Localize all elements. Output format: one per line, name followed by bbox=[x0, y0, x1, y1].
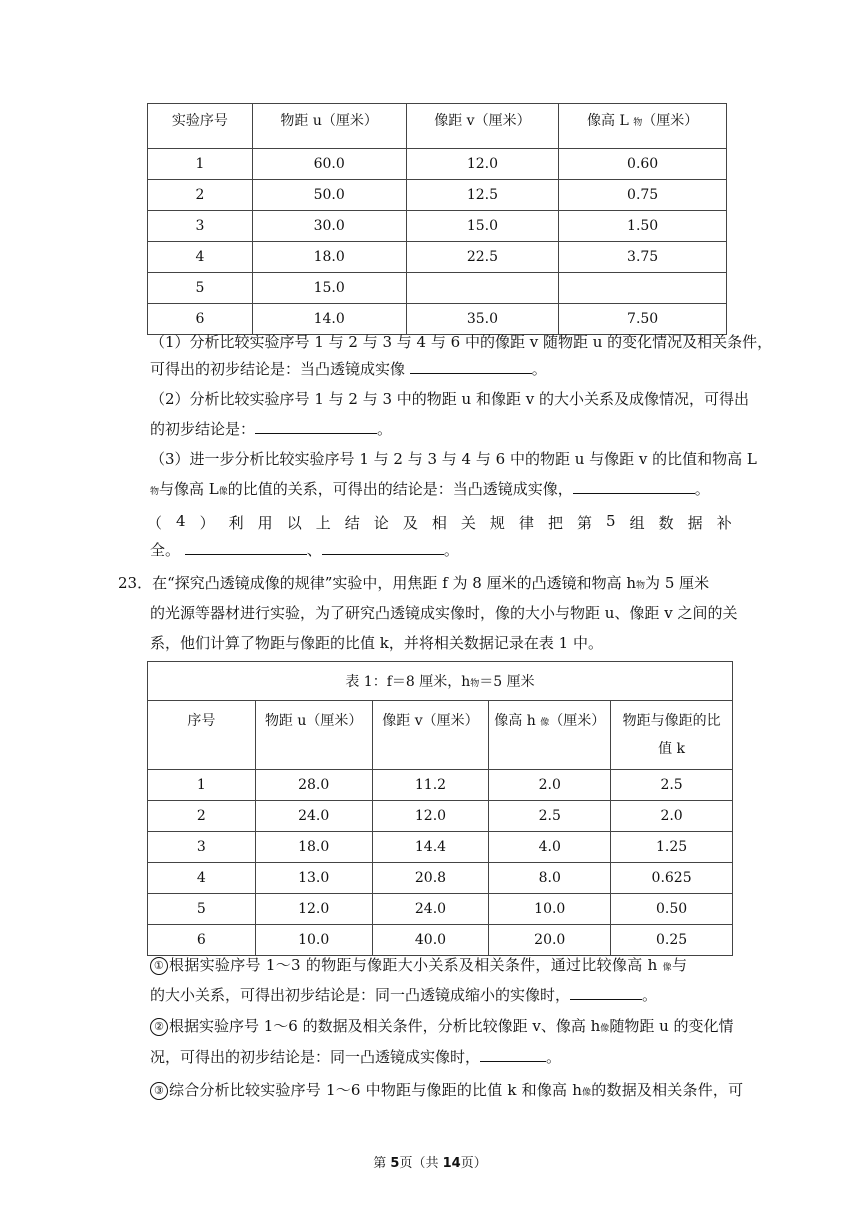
table-cell: 24.0 bbox=[372, 894, 489, 925]
blank-cell bbox=[406, 273, 559, 304]
table-caption-row bbox=[148, 662, 733, 701]
table-cell: 22.5 bbox=[406, 242, 559, 273]
table-cell: 15.0 bbox=[406, 211, 559, 242]
answer-blank[interactable] bbox=[480, 1047, 546, 1062]
table-cell: 10.0 bbox=[255, 925, 372, 956]
page-number: 5 bbox=[390, 1156, 400, 1171]
table-cell: 30.0 bbox=[252, 211, 406, 242]
table-cell: 4 bbox=[148, 863, 256, 894]
q22-part2-line1: （2）分析比较实验序号 1 与 2 与 3 中的物距 u 和像距 v 的大小关系及成像情况，可得出 bbox=[150, 390, 749, 408]
q22-part1-line1: （1）分析比较实验序号 1 与 2 与 3 与 4 与 6 中的像距 v 随物距 u 的变化情况及相关条件， bbox=[150, 333, 773, 351]
q23-part2-line2: 况，可得出的初步结论是：同一凸透镜成实像时， 。 bbox=[150, 1048, 562, 1066]
table-row bbox=[148, 242, 727, 273]
header-image-height: 像高 h 像（厘米） bbox=[489, 701, 611, 770]
table-cell: 14.0 bbox=[252, 304, 406, 335]
table-cell: 2.5 bbox=[611, 770, 733, 801]
table-cell: 4.0 bbox=[489, 832, 611, 863]
table-row bbox=[148, 211, 727, 242]
table-cell: 2.0 bbox=[489, 770, 611, 801]
table-header-row bbox=[148, 104, 727, 149]
header-object-distance: 物距 u（厘米） bbox=[252, 104, 406, 149]
table-caption: 表 1：f＝8 厘米，h物＝5 厘米 bbox=[148, 662, 733, 701]
answer-blank[interactable] bbox=[573, 479, 695, 494]
table-cell: 12.0 bbox=[255, 894, 372, 925]
table-cell: 28.0 bbox=[255, 770, 372, 801]
header-image-height: 像高 L 物（厘米） bbox=[559, 104, 727, 149]
circled-number-1: ① bbox=[150, 957, 168, 975]
q22-part4-line2: 全。 、 。 bbox=[150, 541, 459, 559]
header-image-distance: 像距 v（厘米） bbox=[406, 104, 559, 149]
table-row bbox=[148, 273, 727, 304]
table-cell: 14.4 bbox=[372, 832, 489, 863]
table-cell: 5 bbox=[148, 894, 256, 925]
circled-number-2: ② bbox=[150, 1018, 168, 1036]
table-cell: 7.50 bbox=[559, 304, 727, 335]
table-cell: 2.0 bbox=[611, 801, 733, 832]
table-cell: 1.50 bbox=[559, 211, 727, 242]
answer-blank[interactable] bbox=[410, 359, 532, 374]
table-header-row bbox=[148, 701, 733, 770]
table-cell: 2.5 bbox=[489, 801, 611, 832]
answer-blank[interactable] bbox=[322, 540, 444, 555]
table-cell: 1 bbox=[148, 149, 253, 180]
header-image-distance: 像距 v（厘米） bbox=[372, 701, 489, 770]
answer-blank[interactable] bbox=[185, 540, 307, 555]
table-cell: 13.0 bbox=[255, 863, 372, 894]
header-seq: 实验序号 bbox=[148, 104, 253, 149]
table-row bbox=[148, 894, 733, 925]
table-cell: 6 bbox=[148, 925, 256, 956]
table-row bbox=[148, 770, 733, 801]
table-cell: 8.0 bbox=[489, 863, 611, 894]
table-cell: 3.75 bbox=[559, 242, 727, 273]
table-cell: 0.60 bbox=[559, 149, 727, 180]
table-cell: 5 bbox=[148, 273, 253, 304]
table-cell: 60.0 bbox=[252, 149, 406, 180]
table-cell: 12.0 bbox=[372, 801, 489, 832]
lens-data-table-1 bbox=[147, 103, 727, 335]
table-cell: 2 bbox=[148, 801, 256, 832]
q23-part2-line1: ② 根据实验序号 1～6 的数据及相关条件，分析比较像距 v、像高 h像随物距 u 的变化情 bbox=[150, 1016, 734, 1039]
table-cell: 18.0 bbox=[255, 832, 372, 863]
table-cell: 0.625 bbox=[611, 863, 733, 894]
q22-part3-line2: 物与像高 L像的比值的关系，可得出的结论是：当凸透镜成实像， 。 bbox=[150, 480, 710, 498]
table-row bbox=[148, 180, 727, 211]
q22-part1-line2: 可得出的初步结论是：当凸透镜成实像 。 bbox=[150, 360, 547, 378]
table-cell: 6 bbox=[148, 304, 253, 335]
table-cell: 4 bbox=[148, 242, 253, 273]
table-cell: 15.0 bbox=[252, 273, 406, 304]
table-row bbox=[148, 925, 733, 956]
q22-part4-line1: （ 4 ） 利 用 以 上 结 论 及 相 关 规 律 把 第 5 组 数 据 补 bbox=[147, 512, 732, 532]
q22-part3-line1: （3）进一步分析比较实验序号 1 与 2 与 3 与 4 与 6 中的物距 u 与像距 v 的比值和物高 L bbox=[150, 450, 757, 468]
table-cell: 18.0 bbox=[252, 242, 406, 273]
table-row bbox=[148, 149, 727, 180]
table-row bbox=[148, 304, 727, 335]
table-cell: 12.0 bbox=[406, 149, 559, 180]
answer-blank[interactable] bbox=[255, 419, 377, 434]
table-cell: 3 bbox=[148, 832, 256, 863]
table-cell: 11.2 bbox=[372, 770, 489, 801]
page-total: 14 bbox=[442, 1156, 461, 1171]
page-footer: 第 5页（共 14页） bbox=[373, 1156, 487, 1171]
lens-data-table-2 bbox=[147, 661, 733, 956]
q23-part1-line1: ① 根据实验序号 1～3 的物距与像距大小关系及相关条件，通过比较像高 h 像与 bbox=[150, 955, 687, 978]
header-ratio-k: 物距与像距的比 值 k bbox=[611, 701, 733, 770]
table-cell: 0.50 bbox=[611, 894, 733, 925]
table-cell: 0.75 bbox=[559, 180, 727, 211]
q22-part2-line2: 的初步结论是： 。 bbox=[150, 420, 393, 438]
table-cell: 50.0 bbox=[252, 180, 406, 211]
table-cell: 0.25 bbox=[611, 925, 733, 956]
table-cell: 35.0 bbox=[406, 304, 559, 335]
table-cell: 3 bbox=[148, 211, 253, 242]
q23-line3: 系，他们计算了物距与像距的比值 k，并将相关数据记录在表 1 中。 bbox=[150, 634, 603, 652]
table-cell: 10.0 bbox=[489, 894, 611, 925]
q23-line2: 的光源等器材进行实验，为了研究凸透镜成实像时，像的大小与物距 u、像距 v 之间的关 bbox=[150, 604, 738, 622]
header-object-distance: 物距 u（厘米） bbox=[255, 701, 372, 770]
table-row bbox=[148, 801, 733, 832]
table-cell: 1 bbox=[148, 770, 256, 801]
table-cell: 1.25 bbox=[611, 832, 733, 863]
table-row bbox=[148, 863, 733, 894]
q23-part1-line2: 的大小关系，可得出初步结论是：同一凸透镜成缩小的实像时， 。 bbox=[150, 986, 658, 1004]
table-cell: 40.0 bbox=[372, 925, 489, 956]
table-cell: 12.5 bbox=[406, 180, 559, 211]
question-number: 23． bbox=[118, 574, 153, 592]
table-cell: 20.8 bbox=[372, 863, 489, 894]
table-cell: 24.0 bbox=[255, 801, 372, 832]
table-cell: 2 bbox=[148, 180, 253, 211]
q23-part3-line1: ③ 综合分析比较实验序号 1～6 中物距与像距的比值 k 和像高 h像的数据及相关条件，可 bbox=[150, 1080, 743, 1103]
table-cell: 20.0 bbox=[489, 925, 611, 956]
circled-number-3: ③ bbox=[150, 1082, 168, 1100]
blank-cell bbox=[559, 273, 727, 304]
answer-blank[interactable] bbox=[570, 985, 642, 1000]
table-row bbox=[148, 832, 733, 863]
header-seq: 序号 bbox=[148, 701, 256, 770]
q23-line1: 23．在“探究凸透镜成像的规律”实验中，用焦距 f 为 8 厘米的凸透镜和物高 h物为 5 厘米 bbox=[118, 574, 710, 592]
